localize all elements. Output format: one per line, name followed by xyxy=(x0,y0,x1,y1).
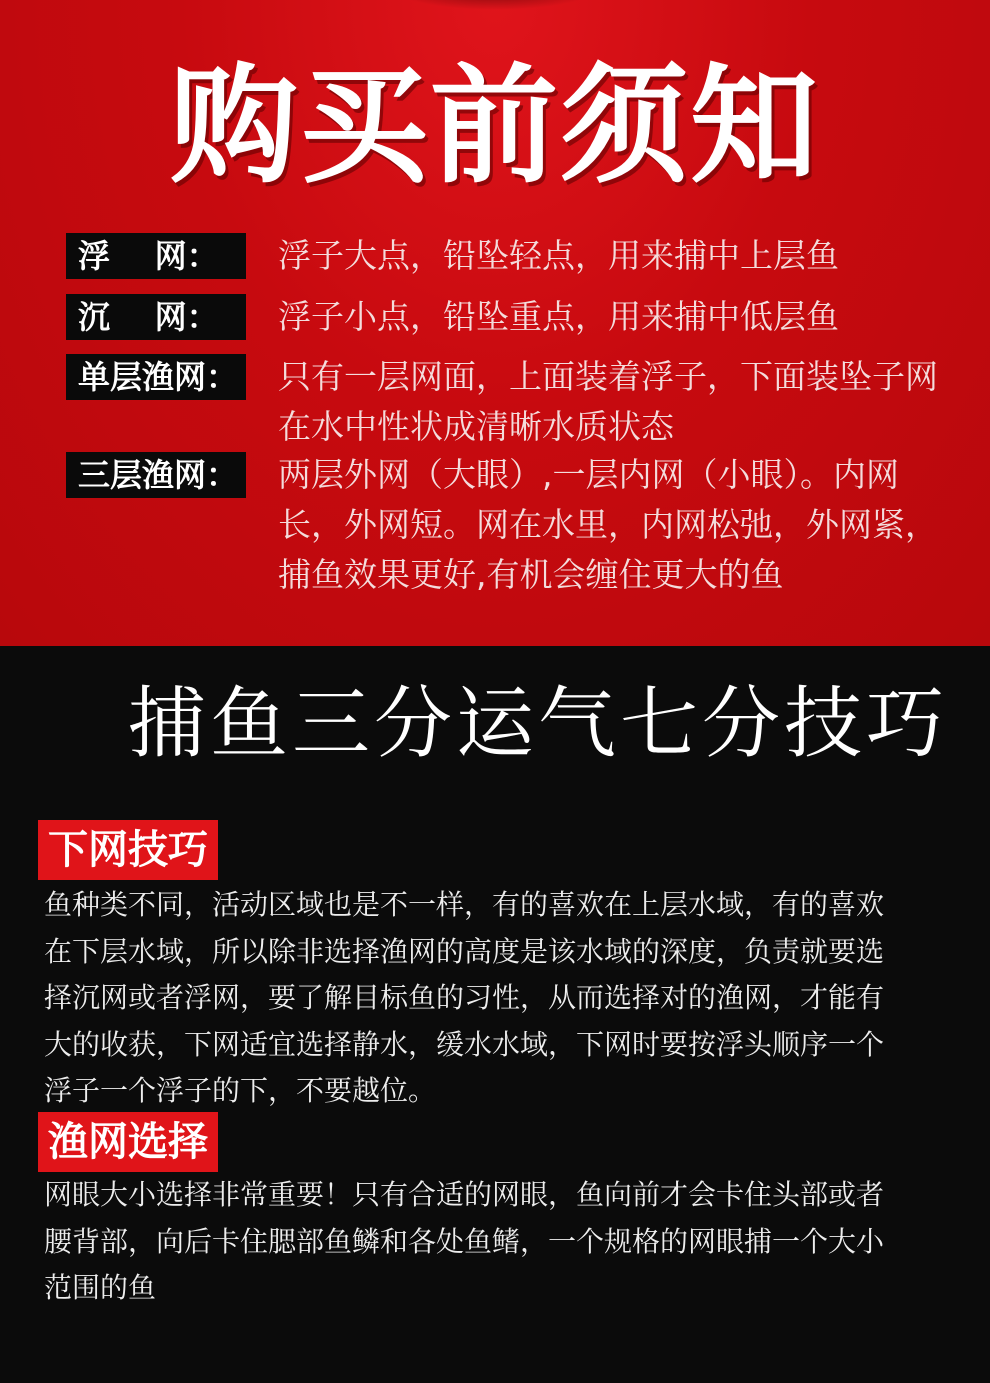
definition-label: 沉 网： xyxy=(66,294,246,340)
tips-title: 捕鱼三分运气七分技巧 xyxy=(128,679,949,769)
definition-text: 两层外网（大眼）,一层内网（小眼）。内网 长，外网短。网在水里，内网松弛，外网紧， 捕鱼效果更好,有机会缠住更大的鱼 xyxy=(278,455,938,594)
section-heading-casting: 下网技巧 xyxy=(38,820,218,880)
definition-text: 只有一层网面，上面装着浮子，下面装坠子网 在水中性状成清晰水质状态 xyxy=(278,357,938,446)
definition-label: 浮 网： xyxy=(66,233,246,279)
top-shadow xyxy=(395,0,595,10)
section-heading-net-choice: 渔网选择 xyxy=(38,1112,218,1172)
section-text-casting: 鱼种类不同，活动区域也是不一样，有的喜欢在上层水域，有的喜欢 在下层水域，所以除非选择渔网的高度是该水域的深度，负责就要选 择沉网或者浮网，要了解目标鱼的习性，从而选择对的渔网，才能有 大的收获，下网适宜选择静水，缓水水域，下网时要按浮头顺序一个 浮子一个浮子的下，不要越位。 xyxy=(44,888,885,1107)
page-title: 购买前须知 xyxy=(169,52,820,201)
section-text-net-choice: 网眼大小选择非常重要！只有合适的网眼，鱼向前才会卡住头部或者 腰背部，向后卡住腮部鱼鳞和各处鱼鳍，一个规格的网眼捕一个大小 范围的鱼 xyxy=(44,1178,885,1304)
definition-label: 单层渔网： xyxy=(66,354,246,400)
definition-text: 浮子小点，铅坠重点，用来捕中低层鱼 xyxy=(278,297,839,336)
definition-text: 浮子大点，铅坠轻点，用来捕中上层鱼 xyxy=(278,236,839,275)
definition-label: 三层渔网： xyxy=(66,452,246,498)
